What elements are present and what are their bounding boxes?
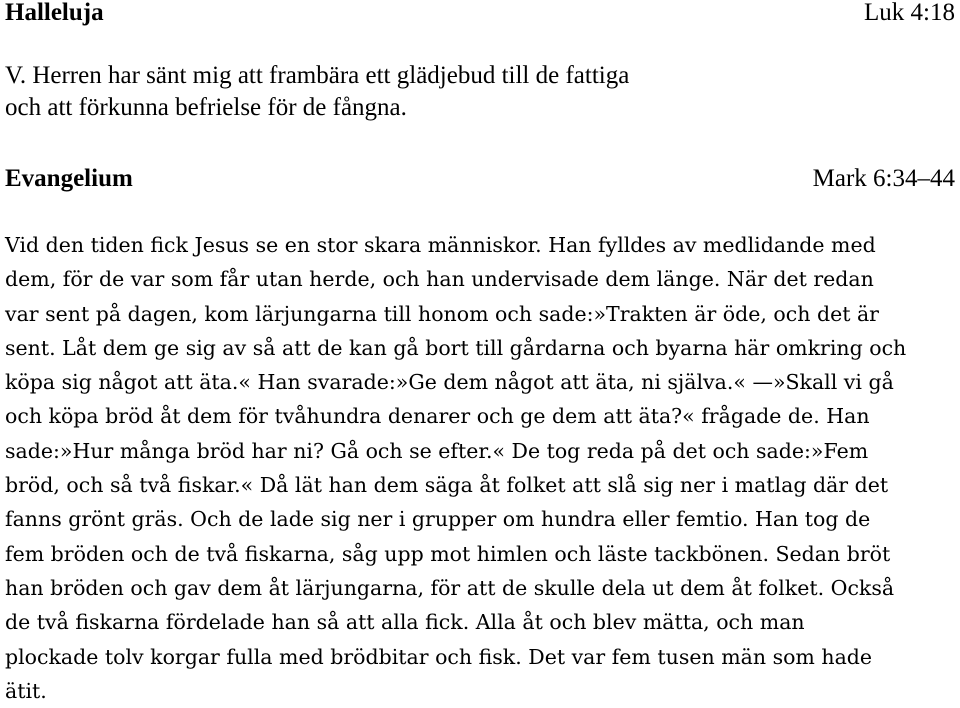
gospel-line: var sent på dagen, kom lärjungarna till honom och sade:»Trakten är öde, och det är: [5, 301, 879, 326]
gospel-line: de två fiskarna fördelade han så att alla fick. Alla åt och blev mätta, och man: [5, 610, 805, 635]
halleluja-heading: [5, 0, 955, 28]
gospel-line: plockade tolv korgar fulla med brödbitar och fisk. Det var fem tusen män som hade: [5, 644, 873, 669]
gospel-text: [5, 228, 955, 708]
gospel-line: köpa sig något att äta.« Han svarade:»Ge dem något att äta, ni själva.« —»Skall vi gå: [5, 370, 894, 395]
halleluja-reference: Luk 4:18: [864, 0, 955, 26]
gospel-line: dem, för de var som får utan herde, och han undervisade dem länge. När det redan: [5, 267, 874, 292]
gospel-line: bröd, och så två fiskar.« Då lät han dem säga åt folket att slå sig ner i matlag där det: [5, 473, 889, 498]
halleluja-title: Halleluja: [5, 0, 104, 26]
halleluja-verse: [5, 60, 955, 124]
verse-line: och att förkunna befrielse för de fångna.: [5, 94, 407, 121]
verse-line: V. Herren har sänt mig att frambära ett glädjebud till de fattiga: [5, 62, 630, 89]
gospel-line: ätit.: [5, 678, 47, 703]
evangelium-heading: [5, 164, 955, 194]
gospel-line: fanns grönt gräs. Och de lade sig ner i grupper om hundra eller femtio. Han tog de: [5, 507, 871, 532]
gospel-line: och köpa bröd åt dem för tvåhundra denarer och ge dem att äta?« frågade de. Han: [5, 404, 870, 429]
gospel-line: fem bröden och de två fiskarna, såg upp mot himlen och läste tackbönen. Sedan bröt: [5, 541, 891, 566]
gospel-line: sent. Låt dem ge sig av så att de kan gå bort till gårdarna och byarna här omkring och: [5, 335, 907, 360]
gospel-line: Vid den tiden fick Jesus se en stor skara människor. Han fylldes av medlidande med: [5, 233, 876, 257]
gospel-line: han bröden och gav dem åt lärjungarna, för att de skulle dela ut dem åt folket. Också: [5, 575, 895, 600]
evangelium-title: Evangelium: [5, 165, 133, 192]
evangelium-reference: Mark 6:34–44: [812, 165, 955, 192]
gospel-line: sade:»Hur många bröd har ni? Gå och se efter.« De tog reda på det och sade:»Fem: [5, 438, 869, 463]
